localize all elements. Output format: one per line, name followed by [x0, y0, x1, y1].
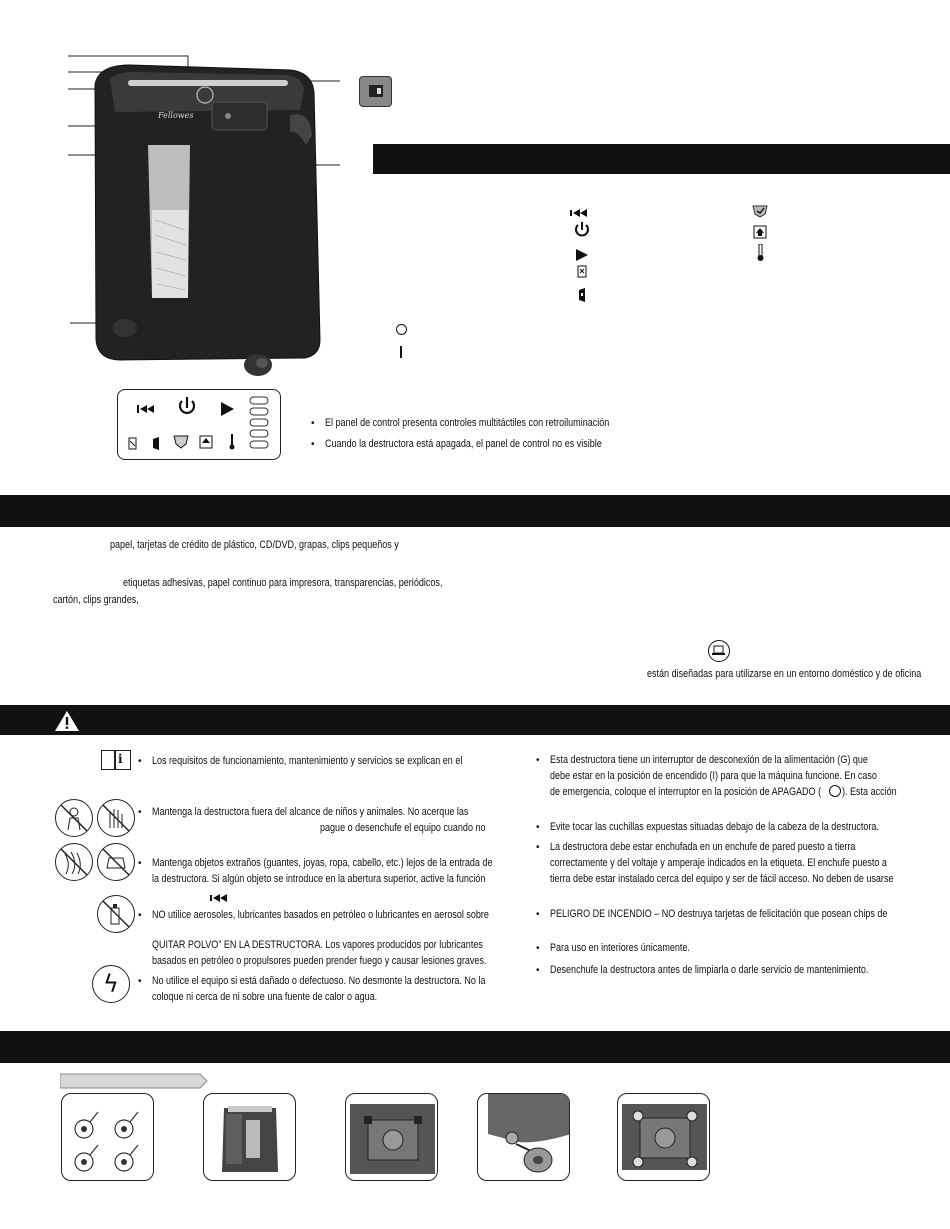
- capacity-header-band: [0, 495, 950, 527]
- manual-icon: i: [101, 750, 131, 770]
- door-icon: [577, 287, 587, 308]
- control-panel-drawing: [117, 389, 281, 460]
- safety-left-4c: basados en petróleo o propulsores pueden prender fuego y causar lesiones graves.: [152, 955, 487, 967]
- base-thumb-2: [617, 1093, 710, 1181]
- office-use-icon: [708, 640, 730, 662]
- no-aerosol-icon: [97, 895, 135, 933]
- safety-right-1d: ). Esta acción: [842, 786, 897, 798]
- capacity-line-2: etiquetas adhesivas, papel continuo para impresora, transparencias, periódicos,: [123, 577, 443, 589]
- step-arrow-bar: [60, 1073, 208, 1089]
- switch-off-symbol: [396, 324, 407, 335]
- shredder-illustration: [0, 40, 370, 385]
- safety-left-3b: la destructora. Si algún objeto se introduce en la abertura superior, active la función: [152, 873, 486, 885]
- safety-right-1b: debe estar en la posición de encendido (I) para que la máquina funcione. En caso: [550, 770, 877, 782]
- casters-thumb: [61, 1093, 154, 1181]
- safety-right-3b: correctamente y del voltaje y amperaje indicados en la etiqueta. El enchufe puesto a: [550, 857, 887, 869]
- switch-on-symbol: [400, 346, 402, 358]
- controls-header-band: [373, 144, 950, 174]
- reverse-icon-inline: [210, 890, 232, 908]
- off-circle-icon: [829, 785, 841, 797]
- no-children-icon: [55, 799, 93, 837]
- safety-right-3c: tierra debe estar instalado cerca del equipo y ser de fácil acceso. No deben de usarse: [550, 873, 894, 885]
- safety-left-2b: pague o desenchufe el equipo cuando no: [320, 822, 486, 834]
- assembly-header-band: [0, 1031, 950, 1063]
- overheat-icon: [757, 244, 765, 267]
- safesense-icon: [752, 204, 768, 223]
- capacity-line-4: están diseñadas para utilizarse en un entorno doméstico y de oficina: [647, 668, 922, 680]
- warning-icon: [54, 710, 80, 732]
- safety-left-5b: coloque ni cerca de ni sobre una fuente de calor o agua.: [152, 991, 378, 1003]
- power-switch-icon: [359, 76, 392, 107]
- safety-right-1c: de emergencia, coloque el interruptor en la posición de APAGADO (: [550, 786, 822, 798]
- no-hair-icon: [55, 843, 93, 881]
- base-thumb-1: [345, 1093, 438, 1181]
- bin-full-icon: [577, 264, 587, 283]
- capacity-line-3: cartón, clips grandes,: [53, 594, 139, 606]
- power-icon: [573, 221, 591, 244]
- shredder-thumb: [203, 1093, 296, 1181]
- capacity-line-1: papel, tarjetas de crédito de plástico, CD/DVD, grapas, clips pequeños y: [110, 539, 399, 551]
- safety-header-band: [0, 705, 950, 735]
- caster-detail-thumb: [477, 1093, 570, 1181]
- no-clothing-icon: [97, 843, 135, 881]
- safety-left-4b: QUITAR POLVO” EN LA DESTRUCTORA. Los vapores producidos por lubricantes: [152, 939, 483, 951]
- brand-logo: Fellowes: [158, 111, 194, 120]
- overload-icon: [753, 225, 767, 244]
- no-hands-icon: [97, 799, 135, 837]
- shock-hazard-icon: ϟ: [92, 965, 130, 1003]
